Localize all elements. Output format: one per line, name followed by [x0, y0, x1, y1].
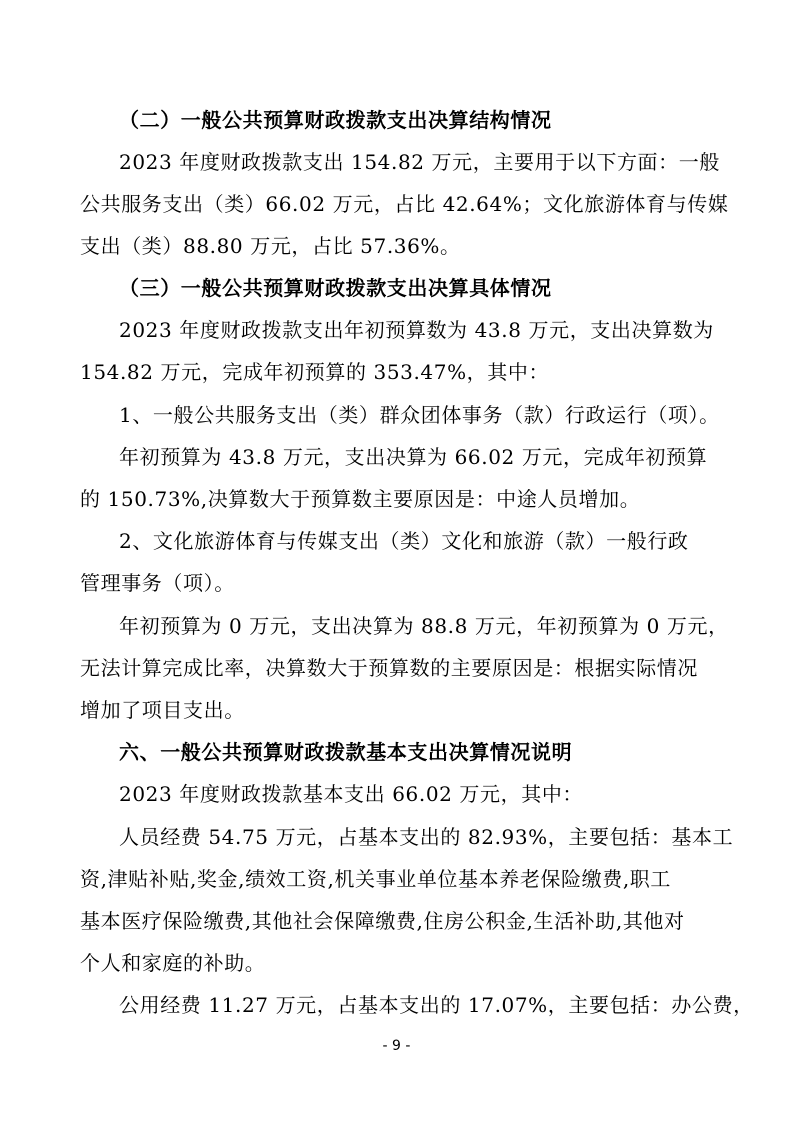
paragraph-line: 年初预算为 0 万元，支出决算为 88.8 万元，年初预算为 0 万元，: [119, 614, 729, 638]
paragraph-line: 无法计算完成比率，决算数大于预算数的主要原因是：根据实际情况: [80, 656, 698, 680]
paragraph-line: 2023 年度财政拨款支出年初预算数为 43.8 万元，支出决算数为: [119, 318, 714, 342]
paragraph-line: 1、一般公共服务支出（类）群众团体事务（款）行政运行（项）。: [119, 403, 720, 427]
paragraph-line: 个人和家庭的补助。: [80, 951, 266, 975]
paragraph-line: 基本医疗保险缴费,其他社会保障缴费,住房公积金,生活补助,其他对: [80, 909, 685, 933]
page-number: - 9 -: [382, 1038, 411, 1054]
paragraph-line: 资,津贴补贴,奖金,绩效工资,机关事业单位基本养老保险缴费,职工: [80, 867, 671, 891]
section-heading-3: （三）一般公共预算财政拨款支出决算具体情况: [119, 276, 552, 300]
paragraph-line: 2、文化旅游体育与传媒支出（类）文化和旅游（款）一般行政: [119, 529, 689, 553]
paragraph-line: 管理事务（项）。: [80, 571, 235, 595]
paragraph-line: 的 150.73%,决算数大于预算数主要原因是：中途人员增加。: [80, 487, 641, 511]
paragraph-line: 154.82 万元，完成年初预算的 353.47%，其中：: [80, 360, 550, 384]
paragraph-line: 支出（类）88.80 万元，占比 57.36%。: [80, 234, 461, 258]
section-heading-2: （二）一般公共预算财政拨款支出决算结构情况: [119, 108, 552, 132]
paragraph-line: 增加了项目支出。: [80, 698, 245, 722]
paragraph-line: 年初预算为 43.8 万元，支出决算为 66.02 万元，完成年初预算: [119, 445, 708, 469]
section-heading-6: 六、一般公共预算财政拨款基本支出决算情况说明: [119, 740, 573, 764]
paragraph-line: 2023 年度财政拨款基本支出 66.02 万元，其中：: [119, 782, 584, 806]
paragraph-line: 2023 年度财政拨款支出 154.82 万元，主要用于以下方面：一般: [119, 150, 720, 174]
paragraph-line: 公用经费 11.27 万元，占基本支出的 17.07%，主要包括：办公费，: [119, 993, 754, 1017]
paragraph-line: 人员经费 54.75 万元，占基本支出的 82.93%，主要包括：基本工: [119, 825, 734, 849]
paragraph-line: 公共服务支出（类）66.02 万元，占比 42.64%；文化旅游体育与传媒: [80, 192, 729, 216]
